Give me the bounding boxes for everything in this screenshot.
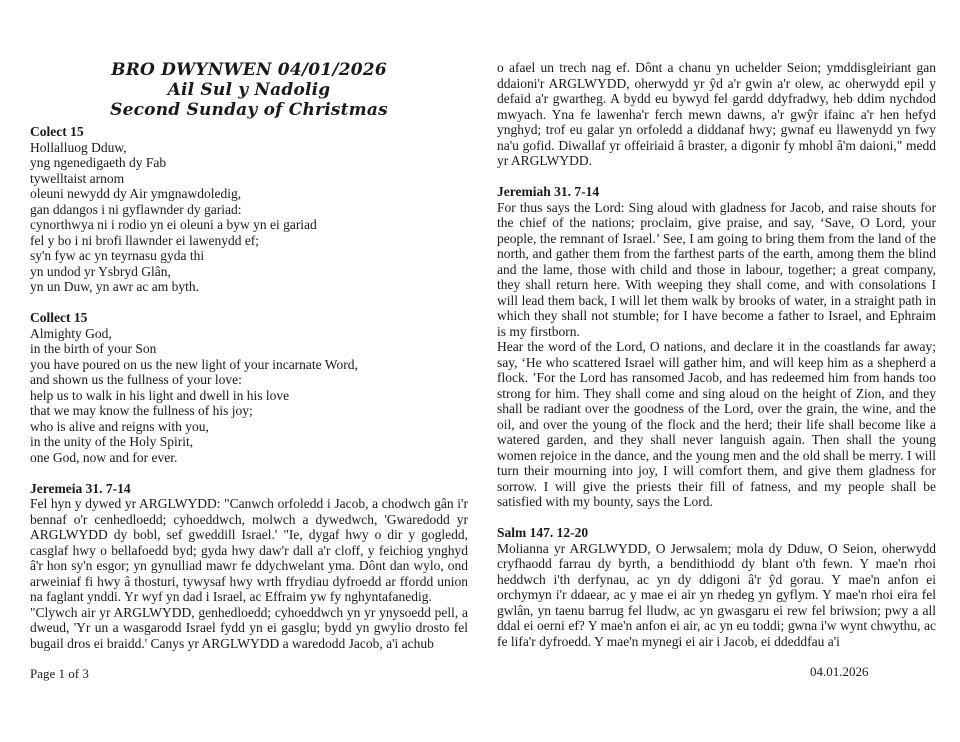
section-spacer	[30, 295, 468, 311]
prayer-line: help us to walk in his light and dwell in his love	[30, 387, 290, 403]
prayer-line: one God, now and for ever.	[30, 449, 178, 465]
collect-english-heading: Collect 15	[30, 310, 88, 325]
prayer-line: Almighty God,	[30, 325, 112, 341]
prayer-line: tywelltaist arnom	[30, 170, 125, 186]
collect-english-lines	[30, 326, 468, 466]
prayer-line: oleuni newydd dy Air ymgnawdoledig,	[30, 186, 242, 201]
title-line-1: BRO DWYNWEN 04/01/2026	[111, 60, 387, 80]
date-footer: 04.01.2026	[810, 664, 869, 679]
prayer-line: sy'n fyw ac yn teyrnasu gyda thi	[30, 248, 205, 263]
page-number-footer: Page 1 of 3	[30, 666, 89, 681]
section-spacer	[497, 510, 936, 526]
prayer-line: and shown us the fullness of your love:	[30, 372, 242, 387]
colect-welsh-heading: Colect 15	[30, 124, 84, 139]
jeremeia-welsh-heading: Jeremeia 31. 7-14	[30, 480, 131, 496]
left-column	[30, 60, 468, 651]
right-column	[497, 60, 936, 649]
prayer-line: gan ddangos i ni gyflawnder dy gariad:	[30, 201, 242, 217]
prayer-line: yn undod yr Ysbryd Glân,	[30, 263, 171, 279]
jeremiah-english-paragraph-1: For thus says the Lord: Sing aloud with gladness for Jacob, and raise shouts for the chief of the nations; proclaim, give praise, and say, ‘Save, O Lord, your people, the remnant of Israel.’ See, I am going to bring them from the land of the north, and gather them from the farthest parts of the earth, among them the blind and the lame, those with child and those in labour, together; a great company, they shall return here. With weeping they shall come, and with consolations I will lead them back, I will let them walk by brooks of water, in a straight path in which they shall not stumble; for I have become a father to Israel, and Ephraim is my firstborn.	[497, 199, 936, 339]
jeremeia-welsh-paragraph-1: Fel hyn y dywed yr ARGLWYDD: "Canwch orfoledd i Jacob, a chodwch gân i'r bennaf o'r cenhedloedd; cyhoeddwch, molwch a dywedwch, 'Gwaredodd yr ARGLWYDD dy bobl, sef gweddill Israel.' "Ie, dygaf hwy o dir y gogledd, casglaf hwy o bellafoedd byd; gyda hwy daw'r dall a'r cloff, y feichiog ynghyd â'r hon sy'n esgor; yn gynulliad mawr fe ddychwelant yma. Dônt dan wylo, ond arweiniaf fi hwy â thosturi, tywysaf hwy wrth ffrydiau dyfroedd ar ffordd union na faglant ynddi. Yr wyf yn dad i Israel, ac Effraim yw fy nghyntafanedig.	[30, 496, 468, 604]
prayer-line: cynorthwya ni i rodio yn ei oleuni a byw yn ei gariad	[30, 217, 317, 232]
section-spacer	[30, 465, 468, 481]
prayer-line: in the unity of the Holy Spirit,	[30, 434, 194, 449]
title-line-3: Second Sunday of Christmas	[110, 100, 388, 120]
jeremiah-english-paragraph-2: Hear the word of the Lord, O nations, and declare it in the coastlands far away; say, ‘He who scattered Israel will gather him, and will keep him as a shepherd a flock. ’For the Lord has ransomed Jacob, and has redeemed him from hands too strong for him. They shall come and sing aloud on the height of Zion, and they shall be radiant over the goodness of the Lord, over the grain, the wine, and the oil, and over the young of the flock and the herd; their life shall become like a watered garden, and they shall never languish again. Then shall the young women rejoice in the dance, and the young men and the old shall be merry. I will turn their mourning into joy, I will comfort them, and give them gladness for sorrow. I will give the priests their fill of fatness, and my people shall be satisfied with my bounty, says the Lord.	[497, 339, 936, 509]
prayer-line: fel y bo i ni brofi llawnder ei lawenydd ef;	[30, 232, 260, 248]
title-line-2: Ail Sul y Nadolig	[167, 80, 331, 100]
jeremeia-welsh-paragraph-2: "Clywch air yr ARGLWYDD, genhedloedd; cyhoeddwch yn yr ynysoedd pell, a dweud, 'Yr un a wasgarodd Israel fydd yn ei gasglu; bydd yn gwylio drosto fel bugail dros ei braidd.' Canys yr ARGLWYDD a waredodd Jacob, a'i achub	[30, 604, 468, 651]
prayer-line: yn un Duw, yn awr ac am byth.	[30, 279, 199, 294]
section-spacer	[497, 169, 936, 185]
colect-welsh-lines	[30, 140, 468, 295]
prayer-line: who is alive and reigns with you,	[30, 418, 209, 434]
prayer-line: yng ngenedigaeth dy Fab	[30, 155, 167, 170]
jeremeia-welsh-continuation-paragraph: o afael un trech nag ef. Dônt a chanu yn uchelder Seion; ymddisgleiriant gan ddaioni'r ARGLWYDD, oherwydd yr ŷd a'r gwin a'r olew, ac oherwydd epil y defaid a'r gwartheg. A bydd eu bywyd fel gardd ddyfradwy, heb ddim nychdod mwyach. Yna fe lawenha'r ferch mewn dawns, a'r gwŷr ifainc a'r hen hefyd ynghyd; trof eu galar yn orfoledd a diddanaf hwy; gwnaf eu llawenydd yn fwy na'u gofid. Diwallaf yr offeiriaid â braster, a digonir fy mhobl â'm daioni," medd yr ARGLWYDD.	[497, 60, 936, 168]
prayer-line: that we may know the fullness of his joy;	[30, 403, 253, 418]
salm-welsh-paragraph: Molianna yr ARGLWYDD, O Jerwsalem; mola dy Dduw, O Seion, oherwydd cryfhaodd farrau dy byrth, a bendithiodd dy blant o'th fewn. Y mae'n rhoi heddwch i'th derfynau, ac yn dy ddigoni â'r ŷd gorau. Y mae'n anfon ei orchymyn i'r ddaear, ac y mae ei air yn rhedeg yn gyflym. Y mae'n rhoi eira fel gwlân, yn taenu barrug fel lludw, ac yn gwasgaru ei rew fel briwsion; pwy a all ddal ei oerni ef? Y mae'n anfon ei air, ac yn eu toddi; gwna i'w wynt chwythu, ac fe lifa'r dyfroedd. Y mae'n mynegi ei air i Jacob, ei ddeddfau a'i	[497, 540, 936, 649]
salm-welsh-heading: Salm 147. 12-20	[497, 525, 589, 540]
prayer-line: Hollalluog Dduw,	[30, 139, 127, 155]
prayer-line: you have poured on us the new light of your incarnate Word,	[30, 356, 358, 372]
prayer-line: in the birth of your Son	[30, 341, 157, 356]
jeremiah-english-heading: Jeremiah 31. 7-14	[497, 184, 600, 199]
document-title	[30, 60, 468, 120]
